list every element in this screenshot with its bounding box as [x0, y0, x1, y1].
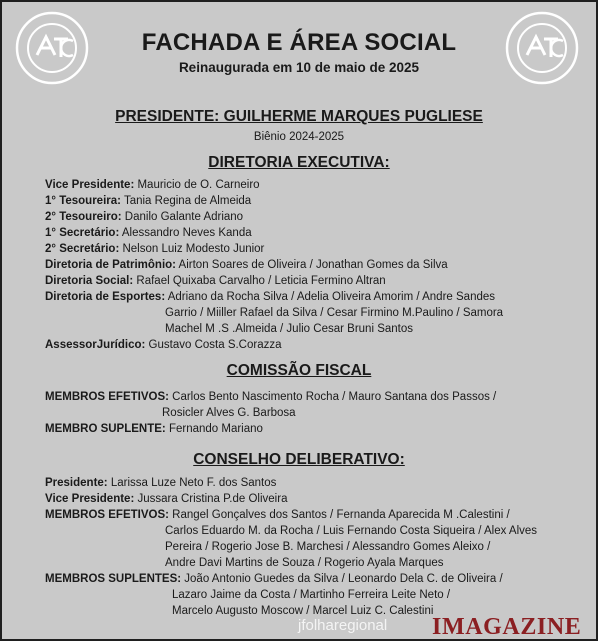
- diretoria-heading: DIRETORIA EXECUTIVA:: [208, 154, 390, 171]
- conselho-efetivos-continuation: Pereira / Rogerio Jose B. Marchesi / Alessandro Gomes Aleixo /: [165, 541, 491, 553]
- diretoria-row: Diretoria de Patrimônio: Airton Soares de Oliveira / Jonathan Gomes da Silva: [45, 259, 448, 271]
- conselho-presidente: Presidente: Larissa Luze Neto F. dos Santos: [45, 477, 277, 489]
- esportes-continuation: Machel M .S .Almeida / Julio Cesar Bruni Santos: [165, 323, 413, 335]
- diretoria-row: 1° Secretário: Alessandro Neves Kanda: [45, 227, 252, 239]
- diretoria-row: 1° Tesoureira: Tania Regina de Almeida: [45, 195, 252, 207]
- conselho-suplentes-continuation: Marcelo Augusto Moscow / Marcel Luiz C. Calestini: [172, 605, 434, 617]
- page-title: FACHADA E ÁREA SOCIAL: [141, 29, 457, 56]
- diretoria-row: AssessorJurídico: Gustavo Costa S.Corazza: [45, 339, 282, 351]
- president-heading: PRESIDENTE: GUILHERME MARQUES PUGLIESE: [115, 108, 483, 125]
- diretoria-row: Diretoria Social: Rafael Quixaba Carvalho / Leticia Fermino Altran: [45, 275, 386, 287]
- conselho-efetivos-continuation: Carlos Eduardo M. da Rocha / Luis Fernando Costa Siqueira / Alex Alves: [165, 525, 538, 537]
- term-label: Biênio 2024-2025: [253, 131, 345, 143]
- diretoria-row: 2° Secretário: Nelson Luiz Modesto Junior: [45, 243, 265, 255]
- page-subtitle: Reinaugurada em 10 de maio de 2025: [178, 60, 420, 75]
- conselho-efetivos-continuation: Andre Davi Martins de Souza / Rogerio Ayala Marques: [165, 557, 444, 569]
- conselho-heading: CONSELHO DELIBERATIVO:: [193, 451, 405, 468]
- fiscal-heading: COMISSÃO FISCAL: [226, 362, 372, 379]
- diretoria-row: Vice Presidente: Mauricio de O. Carneiro: [45, 179, 260, 191]
- fiscal-efetivos: MEMBROS EFETIVOS: Carlos Bento Nascimento Rocha / Mauro Santana dos Passos /: [45, 391, 497, 403]
- fiscal-suplente: MEMBRO SUPLENTE: Fernando Mariano: [45, 423, 263, 435]
- esportes-continuation: Garrio / Miiller Rafael da Silva / Cesar Firmino M.Paulino / Samora: [165, 307, 504, 319]
- diretoria-row: Diretoria de Esportes: Adriano da Rocha Silva / Adelia Oliveira Amorim / Andre Sandes: [45, 291, 496, 303]
- diretoria-row: 2° Tesoureiro: Danilo Galante Adriano: [45, 211, 244, 223]
- conselho-efetivos: MEMBROS EFETIVOS: Rangel Gonçalves dos Santos / Fernanda Aparecida M .Calestini /: [45, 509, 510, 521]
- watermark: jfolharegional: [298, 617, 388, 634]
- conselho-vice: Vice Presidente: Jussara Cristina P.de Oliveira: [45, 493, 288, 505]
- conselho-suplentes-continuation: Lazaro Jaime da Costa / Martinho Ferreira Leite Neto /: [172, 589, 451, 601]
- conselho-suplentes: MEMBROS SUPLENTES: João Antonio Guedes da Silva / Leonardo Dela C. de Oliveira /: [45, 573, 503, 585]
- brand-logo: IMAGAZINE: [432, 614, 582, 640]
- fiscal-efetivos-continuation: Rosicler Alves G. Barbosa: [162, 407, 296, 419]
